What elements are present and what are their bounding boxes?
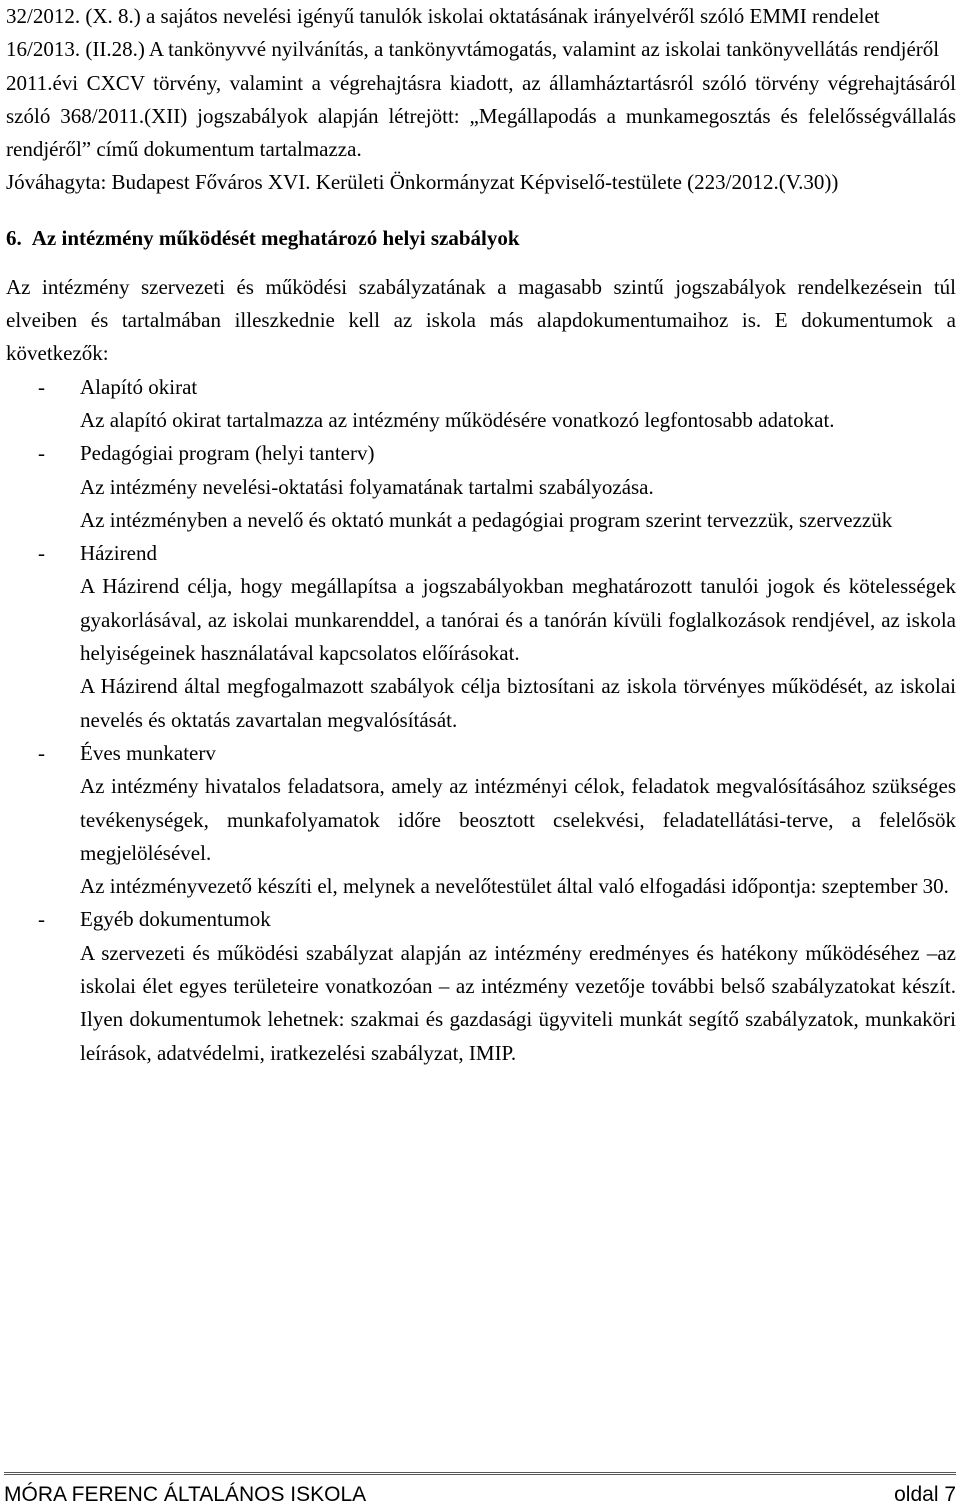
document-list [6,371,956,1070]
intro-paragraph-1: 32/2012. (X. 8.) a sajátos nevelési igényű tanulók iskolai oktatásának irányelvéről szóló EMMI rendelet [6,4,880,28]
section-title: Az intézmény működését meghatározó helyi szabályok [31,225,520,250]
list-item-title [6,437,956,470]
list-item-paragraph: Az intézmény hivatalos feladatsora, amely az intézményi célok, feladatok megvalósításához szükséges tevékenységek, munkafolyamatok időre beosztott cselekvési, feladatellátási-terve, a felelősök megjelölésével. [80,774,956,865]
intro-paragraph-2: 16/2013. (II.28.) A tankönyvvé nyilvánítás, a tankönyvtámogatás, valamint az iskolai tankönyvellátás rendjéről [6,37,940,62]
list-item [6,737,956,903]
footer-page-number: oldal 7 [894,1483,956,1506]
list-item-title [6,371,956,404]
list-item-paragraph: Az intézményben a nevelő és oktató munkát a pedagógiai program szerint tervezzük, szervezzük [80,507,893,532]
dash-bullet: - [38,541,45,566]
list-item [6,437,956,537]
list-item-paragraph: Az intézmény nevelési-oktatási folyamatának tartalmi szabályozása. [80,474,654,499]
intro-block [6,0,956,200]
list-item-paragraph: A Házirend célja, hogy megállapítsa a jogszabályokban meghatározott tanulói jogok és kötelességek gyakorlásával, az iskolai munkarenddel, a tanórai és a tanórán kívüli foglalkozások rendjével, az iskola helyiségeinek használatával kapcsolatos előírásokat. [80,574,956,666]
intro-paragraph-4: Jóváhagyta: Budapest Főváros XVI. Kerületi Önkormányzat Képviselő-testülete (223/2012.(V.30)) [6,170,839,195]
dash-bullet: - [38,374,45,399]
document-page [6,0,956,1070]
intro-paragraph-3: 2011.évi CXCV törvény, valamint a végrehajtásra kiadott, az államháztartásról szóló törvény végrehajtásáról szóló 368/2011.(XII) jogszabályok alapján létrejött: „Megállapodás a munkamegosztás és felelősségvállalás rendjéről” című dokumentum tartalmazza. [6,70,956,162]
section-number: 6. [6,225,22,250]
list-item-paragraph: A szervezeti és működési szabályzat alapján az intézmény eredményes és hatékony működéséhez –az iskolai élet egyes területeire vonatkozóan – az intézmény vezetője további belső szabályzatokat készít. Ilyen dokumentumok lehetnek: szakmai és gazdasági ügyviteli munkát segítő szabályzatok, munkaköri leírások, adatvédelmi, iratkezelési szabályzat, IMIP. [80,940,956,1065]
dash-bullet: - [38,907,45,932]
list-item-body [6,937,956,1070]
section-lead: Az intézmény szervezeti és működési szabályzatának a magasabb szintű jogszabályok rendelkezésein túl elveiben és tartalmában illeszkednie kell az iskola más alapdokumentumaihoz is. E dokumentumok a következők: [6,274,956,366]
dash-bullet: - [38,441,45,466]
list-item-paragraph: Az alapító okirat tartalmazza az intézmény működésére vonatkozó legfontosabb adatokat. [80,407,835,432]
list-item [6,371,956,438]
list-item-paragraph: A Házirend által megfogalmazott szabályok célja biztosítani az iskola törvényes működését, az iskolai nevelés és oktatás zavartalan megvalósítását. [80,674,956,732]
section-heading [6,222,956,255]
footer-school-name: MÓRA FERENC ÁLTALÁNOS ISKOLA [4,1483,367,1506]
list-item-paragraph: Az intézményvezető készíti el, melynek a nevelőtestület által való elfogadási időpontja: szeptember 30. [80,874,949,899]
list-item-label: Éves munkaterv [80,740,216,765]
list-item-body [6,770,956,903]
list-item-body [6,570,956,736]
list-item-body [6,471,956,538]
page-footer [4,1472,956,1507]
list-item-label: Pedagógiai program (helyi tanterv) [80,441,375,466]
dash-bullet: - [38,740,45,765]
list-item-title [6,903,956,936]
list-item-label: Alapító okirat [80,374,198,399]
list-item-label: Házirend [80,541,157,566]
list-item-title [6,537,956,570]
list-item-label: Egyéb dokumentumok [80,907,271,932]
list-item [6,903,956,1069]
list-item-body [6,404,956,437]
list-item-title [6,737,956,770]
list-item [6,537,956,737]
